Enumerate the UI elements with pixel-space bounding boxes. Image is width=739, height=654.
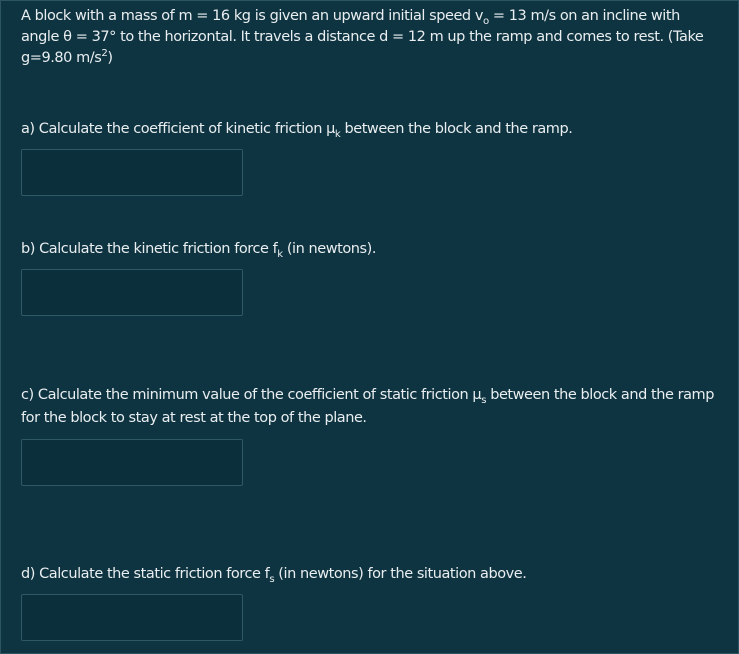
intro-text: m/s on an incline with angle θ = — [21, 8, 680, 45]
intro-text: to the horizontal. It travels a distance d = — [115, 29, 408, 45]
question-c-text: between the block and the ramp for the block to stay at rest at the top of the plane. — [21, 387, 714, 426]
question-d-text: (in newtons) for the situation above. — [274, 566, 527, 582]
angle-value: 37° — [91, 29, 116, 45]
mass-value: 16 — [212, 8, 230, 24]
answer-c-input[interactable] — [21, 439, 243, 486]
fk-subscript: k — [277, 248, 283, 260]
question-d — [21, 563, 721, 586]
question-c-text: c) Calculate the minimum value of the coefficient of static friction μ — [21, 387, 482, 403]
distance-value: 12 — [407, 29, 426, 45]
g-superscript: 2 — [101, 48, 108, 60]
v0-subscript: o — [482, 15, 489, 27]
question-b-text: (in newtons). — [282, 241, 377, 257]
intro-text: A block with a mass of m = — [21, 8, 213, 24]
question-b — [21, 238, 721, 261]
answer-d-input[interactable] — [21, 594, 243, 641]
answer-b-input[interactable] — [21, 269, 243, 316]
mu-s-subscript: s — [481, 394, 487, 406]
question-a — [21, 118, 721, 141]
problem-statement — [21, 6, 721, 69]
intro-text: kg is given an upward initial speed v — [229, 8, 483, 24]
intro-text: = — [488, 8, 509, 24]
speed-value: 13 — [508, 8, 527, 24]
question-a-text: between the block and the ramp. — [340, 121, 573, 137]
intro-text: m up the ramp and comes to rest. (Take g=9.80 m/s — [21, 29, 704, 66]
question-c — [21, 384, 721, 430]
answer-a-input[interactable] — [21, 149, 243, 196]
question-a-text: a) Calculate the coefficient of kinetic friction μ — [21, 121, 335, 137]
mu-k-subscript: k — [334, 128, 341, 140]
intro-text: ) — [107, 50, 113, 66]
question-d-text: d) Calculate the static friction force f — [21, 566, 270, 582]
question-b-text: b) Calculate the kinetic friction force f — [21, 241, 278, 257]
fs-subscript: s — [269, 573, 275, 585]
